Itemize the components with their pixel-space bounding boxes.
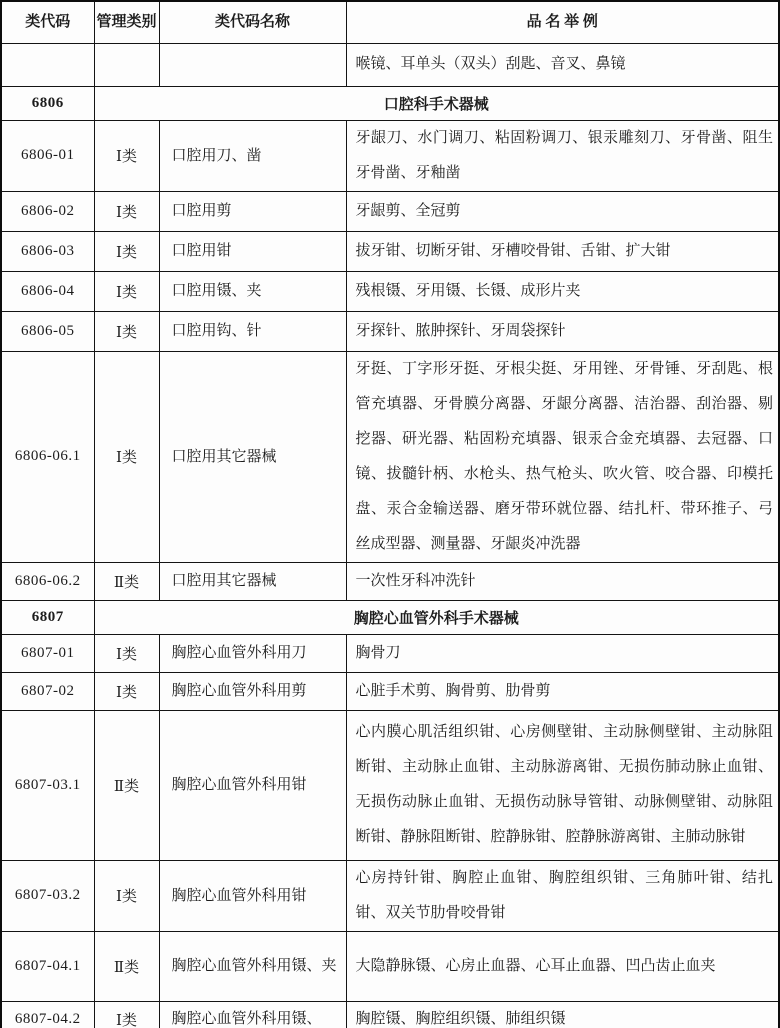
examples-cell: 牙探针、脓肿探针、牙周袋探针 [346, 311, 779, 351]
examples-cell: 一次性牙科冲洗针 [346, 562, 779, 600]
table-row [1, 271, 779, 311]
table-row [1, 1001, 779, 1028]
category-cell: Ⅰ类 [94, 120, 159, 191]
name-cell: 胸腔心血管外科用镊、 [159, 1001, 346, 1028]
name-cell: 口腔用其它器械 [159, 351, 346, 562]
col-header-management-category: 管理类别 [94, 1, 159, 43]
examples-cell: 心脏手术剪、胸骨剪、肋骨剪 [346, 672, 779, 710]
category-cell: Ⅰ类 [94, 231, 159, 271]
examples-cell: 心内膜心肌活组织钳、心房侧壁钳、主动脉侧壁钳、主动脉阻断钳、主动脉止血钳、主动脉游离钳、无损伤肺动脉止血钳、无损伤动脉止血钳、无损伤动脉导管钳、动脉侧壁钳、动脉阻断钳、静脉阻断钳、腔静脉钳、腔静脉游离钳、主肺动脉钳 [346, 710, 779, 860]
examples-cell: 胸腔镊、胸腔组织镊、肺组织镊 [346, 1001, 779, 1028]
code-cell: 6806-02 [1, 191, 94, 231]
category-cell: Ⅰ类 [94, 191, 159, 231]
name-cell: 口腔用钳 [159, 231, 346, 271]
code-cell: 6806-03 [1, 231, 94, 271]
name-cell: 胸腔心血管外科用刀 [159, 634, 346, 672]
code-cell: 6807-04.1 [1, 931, 94, 1001]
name-cell: 口腔用刀、凿 [159, 120, 346, 191]
category-cell: Ⅰ类 [94, 351, 159, 562]
examples-cell: 喉镜、耳单头（双头）刮匙、音叉、鼻镜 [346, 43, 779, 86]
code-cell: 6807-04.2 [1, 1001, 94, 1028]
name-cell: 胸腔心血管外科用钳 [159, 860, 346, 931]
examples-cell: 牙龈剪、全冠剪 [346, 191, 779, 231]
category-cell: Ⅱ类 [94, 562, 159, 600]
code-cell: 6807-03.2 [1, 860, 94, 931]
table-row [1, 191, 779, 231]
table-row [1, 710, 779, 860]
code-cell: 6806-04 [1, 271, 94, 311]
code-cell: 6806-06.1 [1, 351, 94, 562]
section-title-cell: 胸腔心血管外科手术器械 [94, 600, 779, 634]
table-row [1, 672, 779, 710]
code-cell: 6806-01 [1, 120, 94, 191]
table-row [1, 231, 779, 271]
col-header-class-code-name: 类代码名称 [159, 1, 346, 43]
name-cell: 胸腔心血管外科用剪 [159, 672, 346, 710]
section-code-cell: 6807 [1, 600, 94, 634]
table-row [1, 634, 779, 672]
examples-cell: 牙龈刀、水门调刀、粘固粉调刀、银汞雕刻刀、牙骨凿、阻生牙骨凿、牙釉凿 [346, 120, 779, 191]
col-header-class-code: 类代码 [1, 1, 94, 43]
section-title-cell: 口腔科手术器械 [94, 86, 779, 120]
category-cell: Ⅰ类 [94, 271, 159, 311]
name-cell: 胸腔心血管外科用镊、夹 [159, 931, 346, 1001]
category-cell [94, 43, 159, 86]
code-cell [1, 43, 94, 86]
code-cell: 6807-03.1 [1, 710, 94, 860]
name-cell [159, 43, 346, 86]
name-cell: 口腔用剪 [159, 191, 346, 231]
category-cell: Ⅰ类 [94, 860, 159, 931]
name-cell: 胸腔心血管外科用钳 [159, 710, 346, 860]
code-cell: 6806-06.2 [1, 562, 94, 600]
examples-cell: 残根镊、牙用镊、长镊、成形片夹 [346, 271, 779, 311]
name-cell: 口腔用镊、夹 [159, 271, 346, 311]
category-cell: Ⅰ类 [94, 1001, 159, 1028]
table-header-row [1, 1, 779, 43]
category-cell: Ⅱ类 [94, 710, 159, 860]
examples-cell: 心房持针钳、胸腔止血钳、胸腔组织钳、三角肺叶钳、结扎钳、双关节肋骨咬骨钳 [346, 860, 779, 931]
table-row [1, 311, 779, 351]
category-cell: Ⅰ类 [94, 634, 159, 672]
code-cell: 6806-05 [1, 311, 94, 351]
code-cell: 6807-02 [1, 672, 94, 710]
table-row [1, 351, 779, 562]
examples-cell: 胸骨刀 [346, 634, 779, 672]
table-row [1, 120, 779, 191]
code-cell: 6807-01 [1, 634, 94, 672]
category-cell: Ⅰ类 [94, 311, 159, 351]
section-code-cell: 6806 [1, 86, 94, 120]
category-cell: Ⅰ类 [94, 672, 159, 710]
name-cell: 口腔用钩、针 [159, 311, 346, 351]
examples-cell: 拔牙钳、切断牙钳、牙槽咬骨钳、舌钳、扩大钳 [346, 231, 779, 271]
table-row [1, 931, 779, 1001]
col-header-product-examples: 品 名 举 例 [346, 1, 779, 43]
category-cell: Ⅱ类 [94, 931, 159, 1001]
section-row [1, 86, 779, 120]
name-cell: 口腔用其它器械 [159, 562, 346, 600]
examples-cell: 大隐静脉镊、心房止血器、心耳止血器、凹凸齿止血夹 [346, 931, 779, 1001]
section-row [1, 600, 779, 634]
table-row [1, 562, 779, 600]
table-row [1, 860, 779, 931]
table-row [1, 43, 779, 86]
examples-cell: 牙挺、丁字形牙挺、牙根尖挺、牙用锉、牙骨锤、牙刮匙、根管充填器、牙骨膜分离器、牙龈分离器、洁治器、刮治器、剔挖器、研光器、粘固粉充填器、银汞合金充填器、去冠器、口镜、拔髓针柄、水枪头、热气枪头、吹火管、咬合器、印模托盘、汞合金输送器、磨牙带环就位器、结扎杆、带环推子、弓丝成型器、测量器、牙龈炎冲洗器 [346, 351, 779, 562]
